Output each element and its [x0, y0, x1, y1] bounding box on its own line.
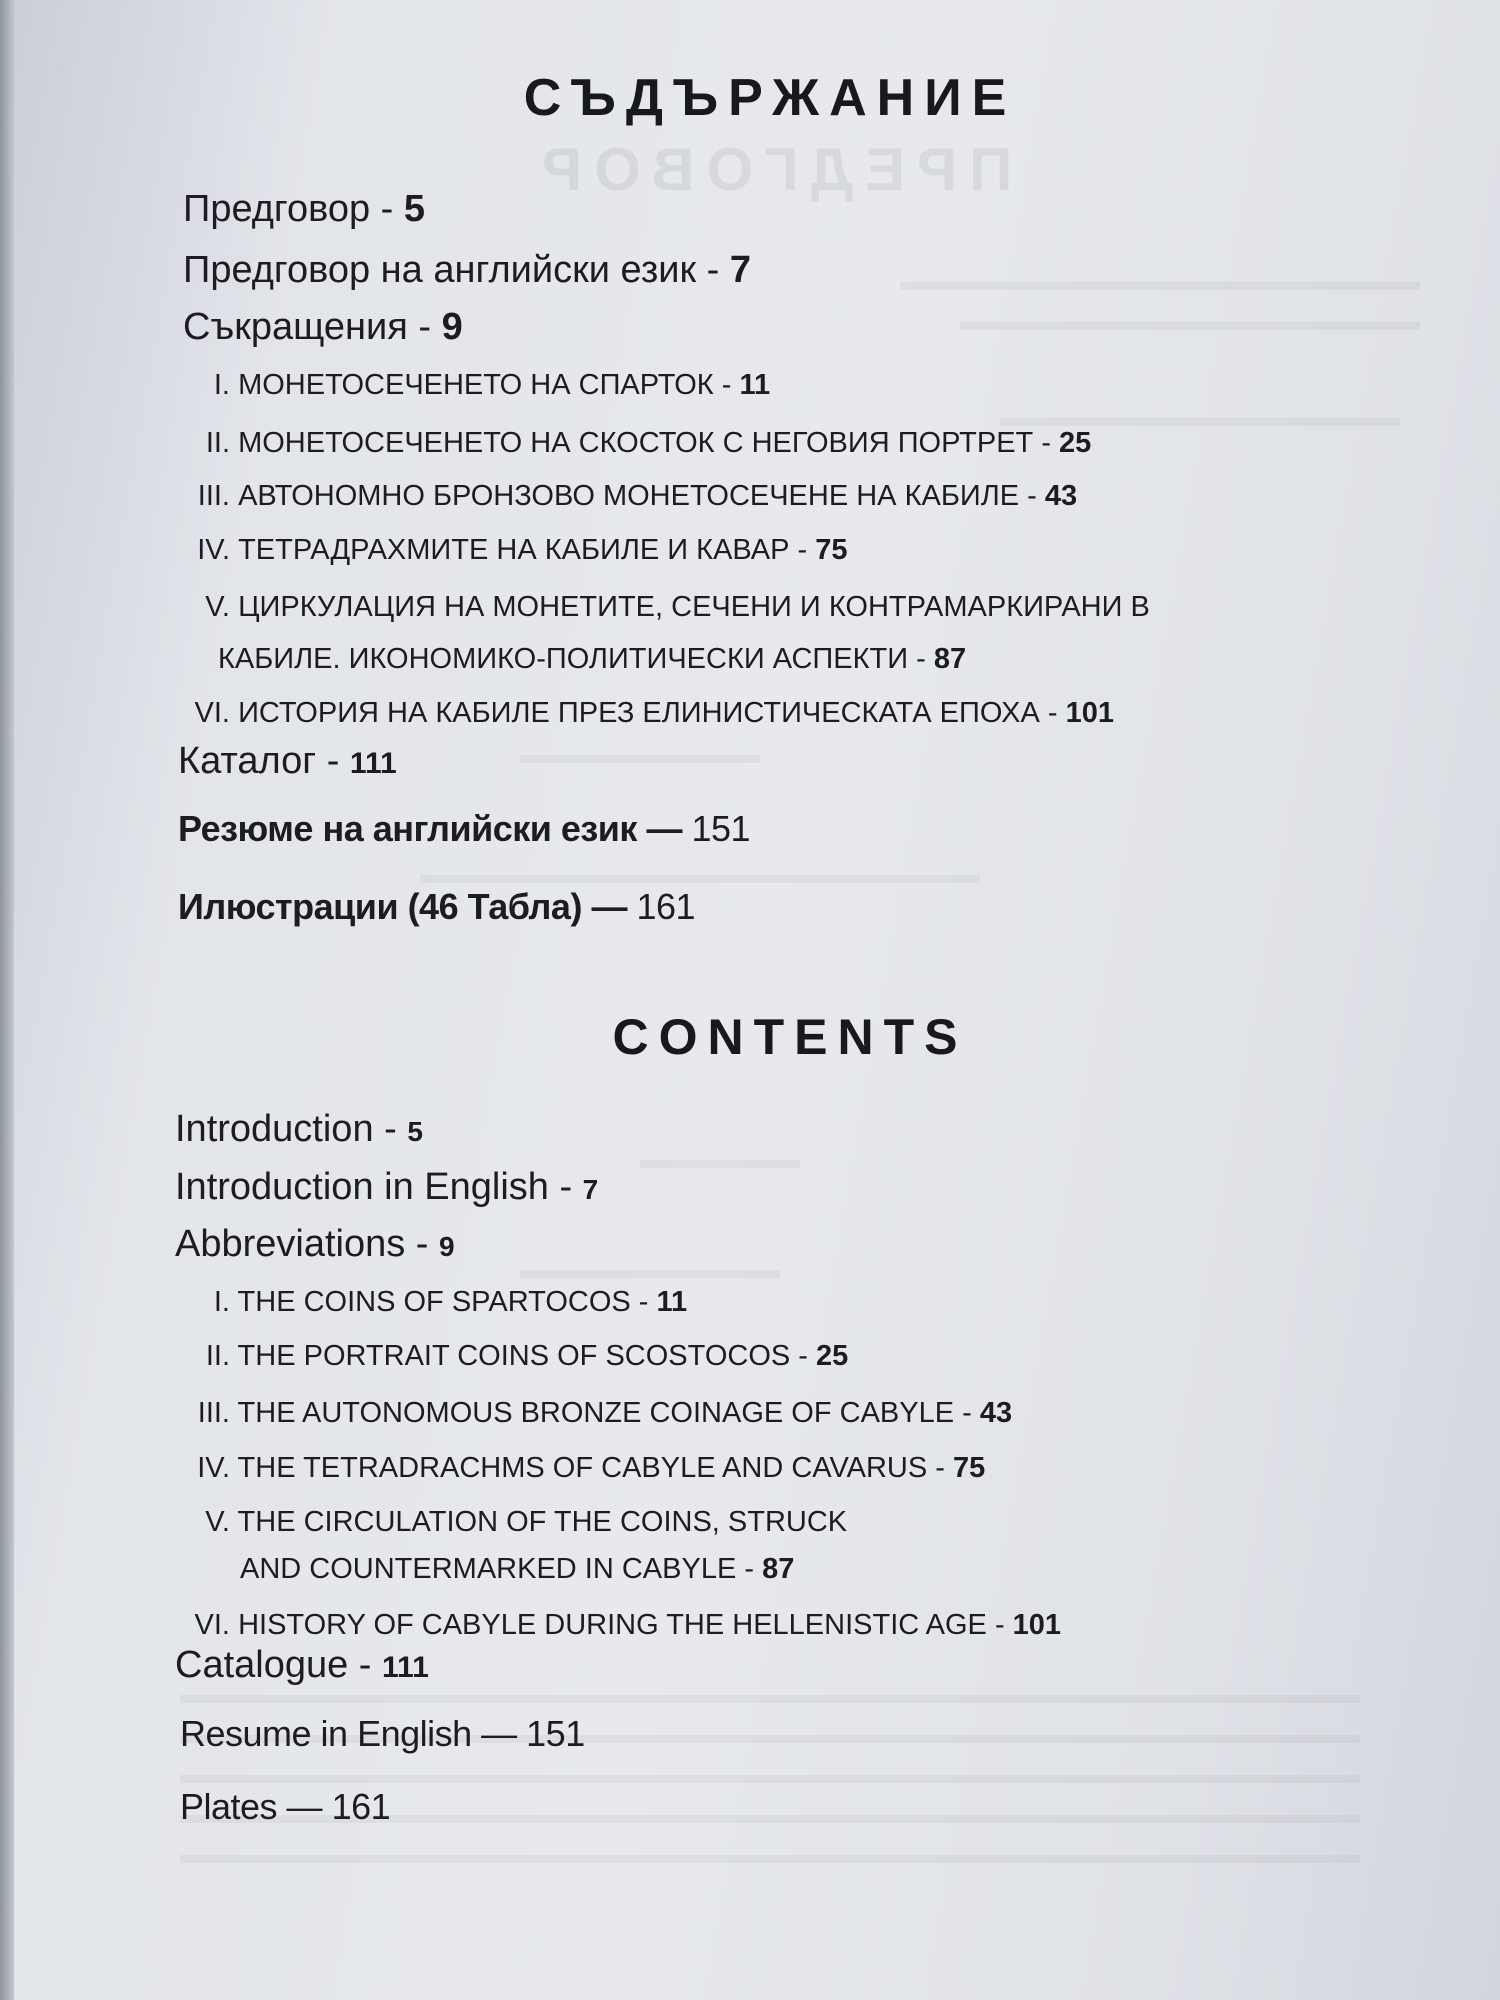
chapter-numeral: I.	[213, 1286, 230, 1318]
toc-entry	[180, 1713, 585, 1755]
toc-entry-title: THE AUTONOMOUS BRONZE COINAGE OF CABYLE -	[237, 1397, 980, 1429]
toc-entry-page: 87	[762, 1553, 795, 1585]
toc-chapter	[150, 591, 1150, 624]
toc-entry-page: 7	[729, 249, 752, 291]
toc-chapter	[150, 427, 1091, 460]
toc-entry	[175, 1108, 423, 1151]
toc-entry-page: 25	[1059, 427, 1092, 459]
toc-entry-page: 101	[1065, 697, 1114, 729]
toc-entry-title: МОНЕТОСЕЧЕНЕТО НА СПАРТОК -	[238, 369, 740, 401]
toc-entry-page: 5	[403, 188, 426, 230]
toc-entry	[178, 886, 695, 928]
toc-entry-title: ИСТОРИЯ НА КАБИЛЕ ПРЕЗ ЕЛИНИСТИЧЕСКАТА ЕПОХА -	[238, 697, 1066, 729]
toc-chapter-continuation	[240, 1553, 794, 1586]
toc-chapter	[150, 480, 1077, 513]
chapter-numeral: IV.	[197, 534, 230, 566]
show-through-line	[520, 1270, 780, 1278]
toc-chapter	[150, 1286, 687, 1319]
toc-entry-title: ТЕТРАДРАХМИТЕ НА КАБИЛЕ И КАВАР -	[238, 534, 816, 566]
toc-entry-title: THE CIRCULATION OF THE COINS, STRUCK	[237, 1506, 848, 1538]
toc-chapter	[150, 369, 770, 402]
toc-entry-page: 75	[953, 1452, 986, 1484]
toc-entry-title: Resume in English —	[180, 1713, 527, 1754]
toc-entry-title: THE TETRADRACHMS OF CABYLE AND CAVARUS -	[237, 1452, 953, 1484]
show-through-line	[420, 875, 980, 883]
toc-entry-title: AND COUNTERMARKED IN CABYLE -	[240, 1553, 763, 1585]
chapter-numeral: V.	[205, 1506, 230, 1538]
toc-entry-title: Резюме на английски език —	[178, 808, 692, 849]
toc-entry-page: 11	[739, 369, 771, 401]
chapter-numeral: VI.	[194, 697, 230, 729]
show-through-line	[180, 1855, 1360, 1863]
toc-entry-page: 25	[816, 1340, 849, 1372]
toc-entry-page: 9	[441, 306, 463, 348]
toc-entry-title: ЦИРКУЛАЦИЯ НА МОНЕТИТЕ, СЕЧЕНИ И КОНТРАМАРКИРАНИ В	[238, 591, 1150, 623]
show-through-text: ПРЕДГОВОР	[530, 136, 1013, 203]
toc-chapter	[150, 534, 848, 567]
toc-chapter	[150, 1397, 1012, 1430]
toc-entry-title: МОНЕТОСЕЧЕНЕТО НА СКОСТОК С НЕГОВИЯ ПОРТРЕТ -	[238, 427, 1060, 459]
toc-entry-title: Introduction -	[175, 1108, 408, 1150]
show-through-line	[640, 1160, 800, 1168]
toc-entry-page: 5	[407, 1116, 423, 1147]
toc-entry	[175, 1644, 429, 1687]
toc-entry-page: 161	[331, 1786, 391, 1827]
chapter-numeral: III.	[197, 1397, 230, 1429]
toc-chapter	[150, 1452, 985, 1485]
toc-entry-page: 87	[933, 643, 967, 675]
chapter-numeral: III.	[197, 480, 230, 512]
toc-entry-title: Catalogue -	[175, 1644, 383, 1686]
chapter-numeral: IV.	[197, 1452, 230, 1484]
toc-entry	[183, 306, 463, 349]
bg-contents-heading: СЪДЪРЖАНИЕ	[523, 69, 1017, 127]
toc-entry-title: Abbreviations -	[175, 1223, 440, 1265]
chapter-numeral: II.	[205, 427, 230, 459]
toc-entry-page: 43	[1044, 480, 1078, 512]
toc-entry	[178, 740, 397, 783]
show-through-line	[900, 282, 1420, 290]
chapter-numeral: II.	[205, 1340, 230, 1372]
toc-entry	[183, 188, 425, 231]
toc-chapter	[150, 1506, 847, 1539]
page-edge-shadow	[0, 0, 14, 2000]
toc-entry-page: 151	[691, 808, 751, 849]
toc-chapter	[150, 697, 1114, 730]
toc-chapter	[150, 1609, 1061, 1642]
toc-entry-page: 151	[526, 1713, 585, 1754]
en-contents-heading: CONTENTS	[612, 1009, 968, 1065]
toc-entry-page: 111	[382, 1651, 429, 1684]
toc-entry-title: Introduction in English -	[175, 1166, 583, 1208]
show-through-line	[180, 1775, 1360, 1783]
toc-entry	[175, 1166, 598, 1209]
toc-chapter	[150, 1340, 848, 1373]
show-through-line	[180, 1695, 1360, 1703]
toc-entry-page: 9	[439, 1231, 455, 1262]
toc-entry-title: Предговор на английски език -	[183, 249, 730, 291]
toc-entry-title: HISTORY OF CABYLE DURING THE HELLENISTIC AGE -	[238, 1609, 1013, 1641]
toc-entry-page: 43	[979, 1397, 1013, 1429]
toc-entry	[180, 1786, 390, 1828]
chapter-numeral: V.	[205, 591, 230, 623]
toc-chapter-continuation	[218, 643, 966, 676]
toc-entry	[175, 1223, 455, 1266]
toc-entry-title: THE PORTRAIT COINS OF SCOSTOCOS -	[237, 1340, 817, 1372]
toc-entry	[178, 808, 750, 850]
show-through-line	[1000, 418, 1400, 426]
toc-entry-title: Предговор -	[183, 188, 404, 230]
toc-entry-title: АВТОНОМНО БРОНЗОВО МОНЕТОСЕЧЕНЕ НА КАБИЛЕ -	[238, 480, 1045, 512]
toc-entry-page: 75	[815, 534, 848, 566]
toc-entry-title: Съкращения -	[183, 306, 442, 348]
show-through-line	[520, 755, 760, 763]
toc-entry-page: 111	[349, 747, 397, 780]
show-through-line	[960, 322, 1420, 330]
toc-entry	[183, 249, 751, 292]
toc-entry-title: THE COINS OF SPARTOCOS -	[237, 1286, 657, 1318]
toc-entry-title: Каталог -	[178, 740, 350, 782]
toc-entry-title: Илюстрации (46 Табла) —	[178, 886, 637, 927]
toc-entry-page: 161	[636, 886, 696, 927]
toc-entry-title: Plates —	[180, 1786, 332, 1827]
chapter-numeral: I.	[213, 369, 230, 401]
toc-entry-page: 11	[656, 1286, 688, 1318]
toc-entry-page: 7	[582, 1174, 599, 1205]
toc-entry-page: 101	[1012, 1609, 1062, 1641]
chapter-numeral: VI.	[194, 1609, 230, 1641]
toc-entry-title: КАБИЛЕ. ИКОНОМИКО-ПОЛИТИЧЕСКИ АСПЕКТИ -	[218, 643, 934, 675]
